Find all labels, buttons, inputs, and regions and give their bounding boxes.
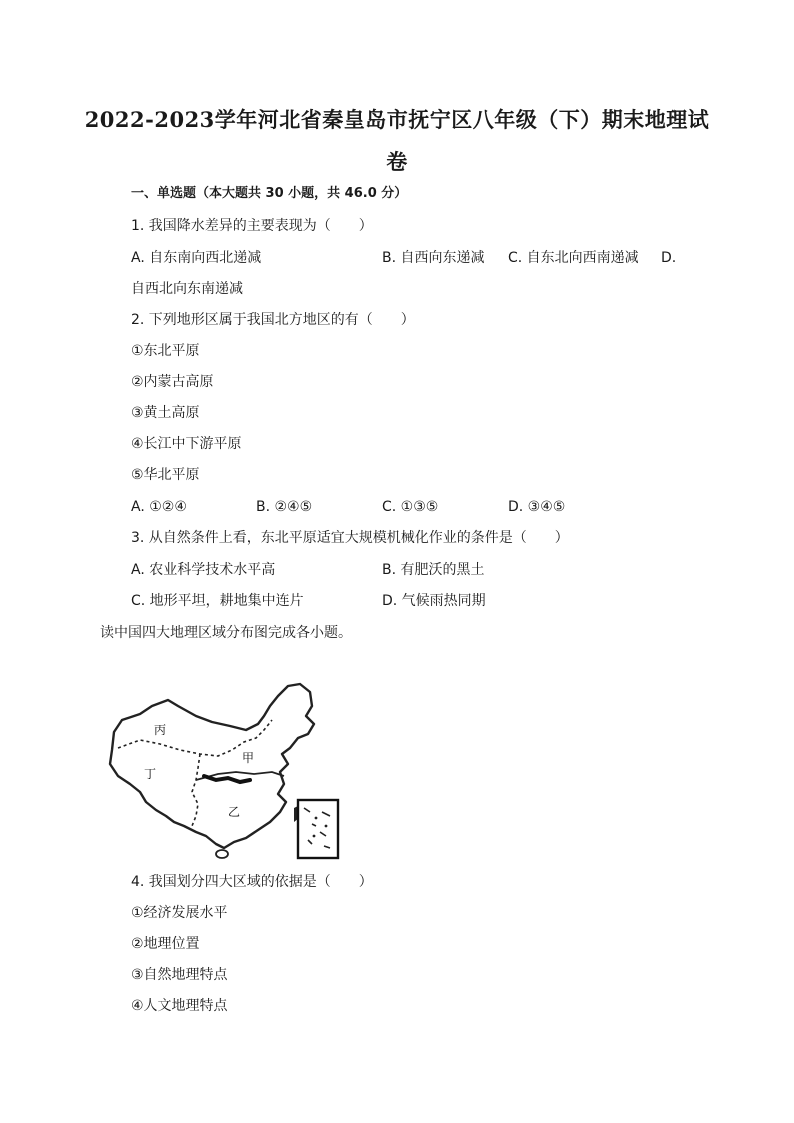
q3-option-a: A. 农业科学技术水平高: [131, 562, 276, 578]
q2-stem: 2. 下列地形区属于我国北方地区的有（ ）: [131, 312, 415, 328]
q4-item: ④人文地理特点: [131, 998, 228, 1014]
q2-item: ②内蒙古高原: [131, 374, 214, 390]
page-title-line-1: 2022-2023学年河北省秦皇岛市抚宁区八年级（下）期末地理试: [84, 107, 710, 132]
q4-stem: 4. 我国划分四大区域的依据是（ ）: [131, 874, 373, 890]
q1-stem: 1. 我国降水差异的主要表现为（ ）: [131, 218, 373, 234]
map-label-yi: 乙: [228, 805, 241, 819]
map-label-jia: 甲: [242, 751, 255, 765]
q2-option-d: D. ③④⑤: [508, 499, 566, 515]
q2-item: ③黄土高原: [131, 405, 200, 421]
q2-item: ⑤华北平原: [131, 467, 200, 483]
q1-option-c: C. 自东北向西南递减: [508, 250, 639, 266]
q1-option-b: B. 自西向东递减: [382, 250, 485, 266]
q4-item: ②地理位置: [131, 936, 200, 952]
q2-option-c: C. ①③⑤: [382, 499, 439, 515]
q1-option-a: A. 自东南向西北递减: [131, 250, 262, 266]
reading-instruction: 读中国四大地理区域分布图完成各小题。: [100, 625, 352, 641]
map-label-ding: 丁: [144, 767, 157, 781]
q3-stem: 3. 从自然条件上看，东北平原适宜大规模机械化作业的条件是（ ）: [131, 530, 569, 546]
q3-option-b: B. 有肥沃的黑土: [382, 562, 485, 578]
page-title-line-2: 卷: [386, 149, 408, 174]
q1-option-d-label: D.: [661, 250, 677, 266]
q1-option-d-text: 自西北向东南递减: [131, 281, 243, 297]
china-four-regions-map: [100, 676, 356, 862]
section-heading: 一、单选题（本大题共 30 小题，共 46.0 分）: [131, 186, 408, 201]
q2-option-a: A. ①②④: [131, 499, 187, 515]
q4-item: ③自然地理特点: [131, 967, 228, 983]
q2-item: ④长江中下游平原: [131, 436, 242, 452]
q3-option-c: C. 地形平坦，耕地集中连片: [131, 593, 304, 609]
q2-item: ①东北平原: [131, 343, 200, 359]
q2-option-b: B. ②④⑤: [256, 499, 313, 515]
q4-item: ①经济发展水平: [131, 905, 228, 921]
map-label-bing: 丙: [154, 723, 167, 737]
q3-option-d: D. 气候雨热同期: [382, 593, 486, 609]
